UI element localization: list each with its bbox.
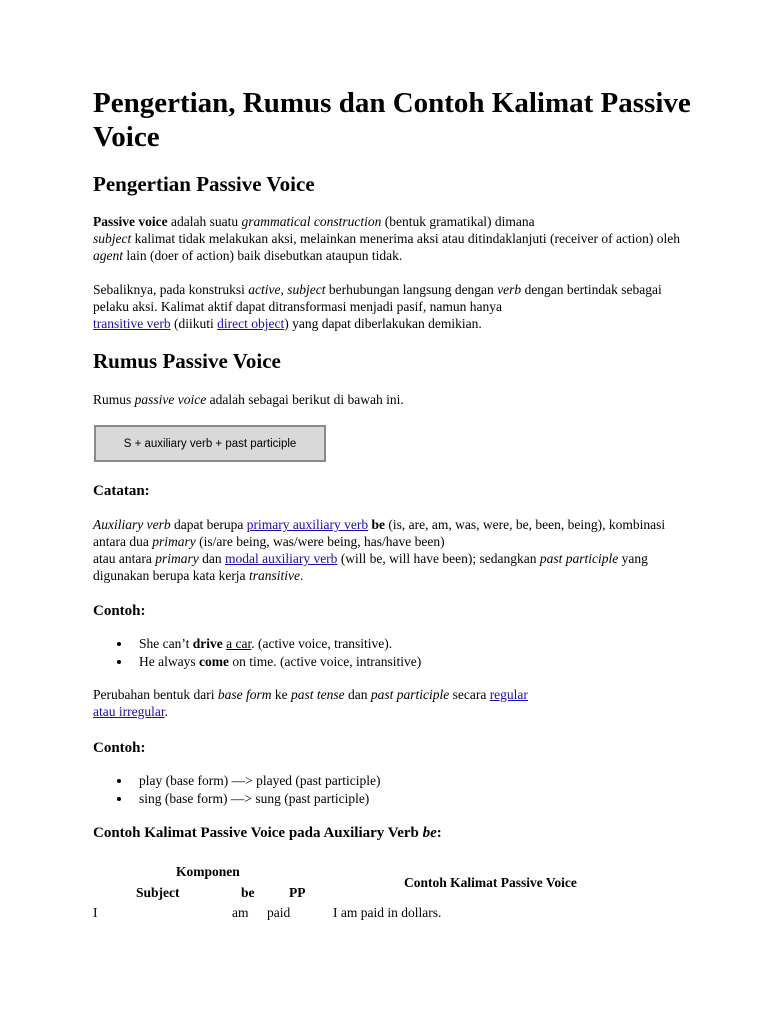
paragraph-catatan: Auxiliary verb dapat berupa primary auxiliary verb be (is, are, am, was, were, be, been, being), kombinasi antara dua primary (is/are being, was/were being, has/have been) atau antara primary dan modal auxiliary verb (will be, will have been); sedangkan past participle yang digunakan berupa kata kerja transitive.: [93, 517, 666, 583]
table-cell-pp: paid: [267, 905, 291, 920]
formula-box: [94, 425, 326, 462]
list-item: She can’t drive a car. (active voice, transitive).: [93, 635, 421, 653]
page-title: Pengertian, Rumus dan Contoh Kalimat Passive Voice: [93, 87, 691, 153]
link-primary-auxiliary-verb[interactable]: primary auxiliary verb: [246, 517, 369, 532]
heading-contoh-kalimat: Contoh Kalimat Passive Voice pada Auxiliary Verb be:: [93, 825, 442, 841]
table-header-contoh: Contoh Kalimat Passive Voice: [404, 875, 577, 890]
table-header-komponen: Komponen: [176, 864, 240, 879]
table-header-subject: Subject: [136, 885, 180, 900]
heading-contoh-1: Contoh:: [93, 603, 146, 619]
paragraph-perubahan: Perubahan bentuk dari base form ke past tense dan past participle secara regular atau irregular.: [93, 687, 528, 719]
link-transitive-verb[interactable]: transitive verb: [93, 316, 171, 331]
table-cell-subject: I: [93, 905, 98, 920]
list-item: He always come on time. (active voice, intransitive): [93, 653, 421, 671]
link-modal-auxiliary-verb[interactable]: modal auxiliary verb: [224, 551, 338, 566]
heading-contoh-2: Contoh:: [93, 740, 146, 756]
list-item: sing (base form) —> sung (past participle): [93, 790, 381, 808]
heading-rumus: Rumus Passive Voice: [93, 349, 281, 373]
paragraph-active-contrast: Sebaliknya, pada konstruksi active, subject berhubungan langsung dengan verb dengan bertindak sebagai pelaku aksi. Kalimat aktif dapat ditransformasi menjadi pasif, namun hanya transitive verb (diikuti direct object) yang dapat diberlakukan demikian.: [93, 282, 662, 331]
heading-catatan: Catatan:: [93, 483, 150, 499]
formula-text: S + auxiliary verb + past participle: [123, 437, 297, 450]
example-list-2: [93, 772, 381, 808]
link-direct-object[interactable]: direct object: [217, 316, 285, 331]
link-regular[interactable]: regular: [489, 687, 528, 702]
table-header-be: be: [241, 885, 255, 900]
table-cell-be: am: [232, 905, 249, 920]
link-irregular[interactable]: atau irregular: [93, 704, 165, 719]
heading-pengertian: Pengertian Passive Voice: [93, 172, 315, 196]
list-item: play (base form) —> played (past participle): [93, 772, 381, 790]
table-cell-contoh: I am paid in dollars.: [333, 905, 442, 920]
paragraph-definition: Passive voice adalah suatu grammatical construction (bentuk gramatikal) dimana subject kalimat tidak melakukan aksi, melainkan menerima aksi atau ditindaklanjuti (receiver of action) oleh agent lain (doer of action) baik disebutkan ataupun tidak.: [93, 214, 681, 263]
table-header-pp: PP: [289, 885, 306, 900]
example-list-1: [93, 635, 421, 671]
paragraph-rumus-intro: Rumus passive voice adalah sebagai berikut di bawah ini.: [93, 392, 404, 407]
